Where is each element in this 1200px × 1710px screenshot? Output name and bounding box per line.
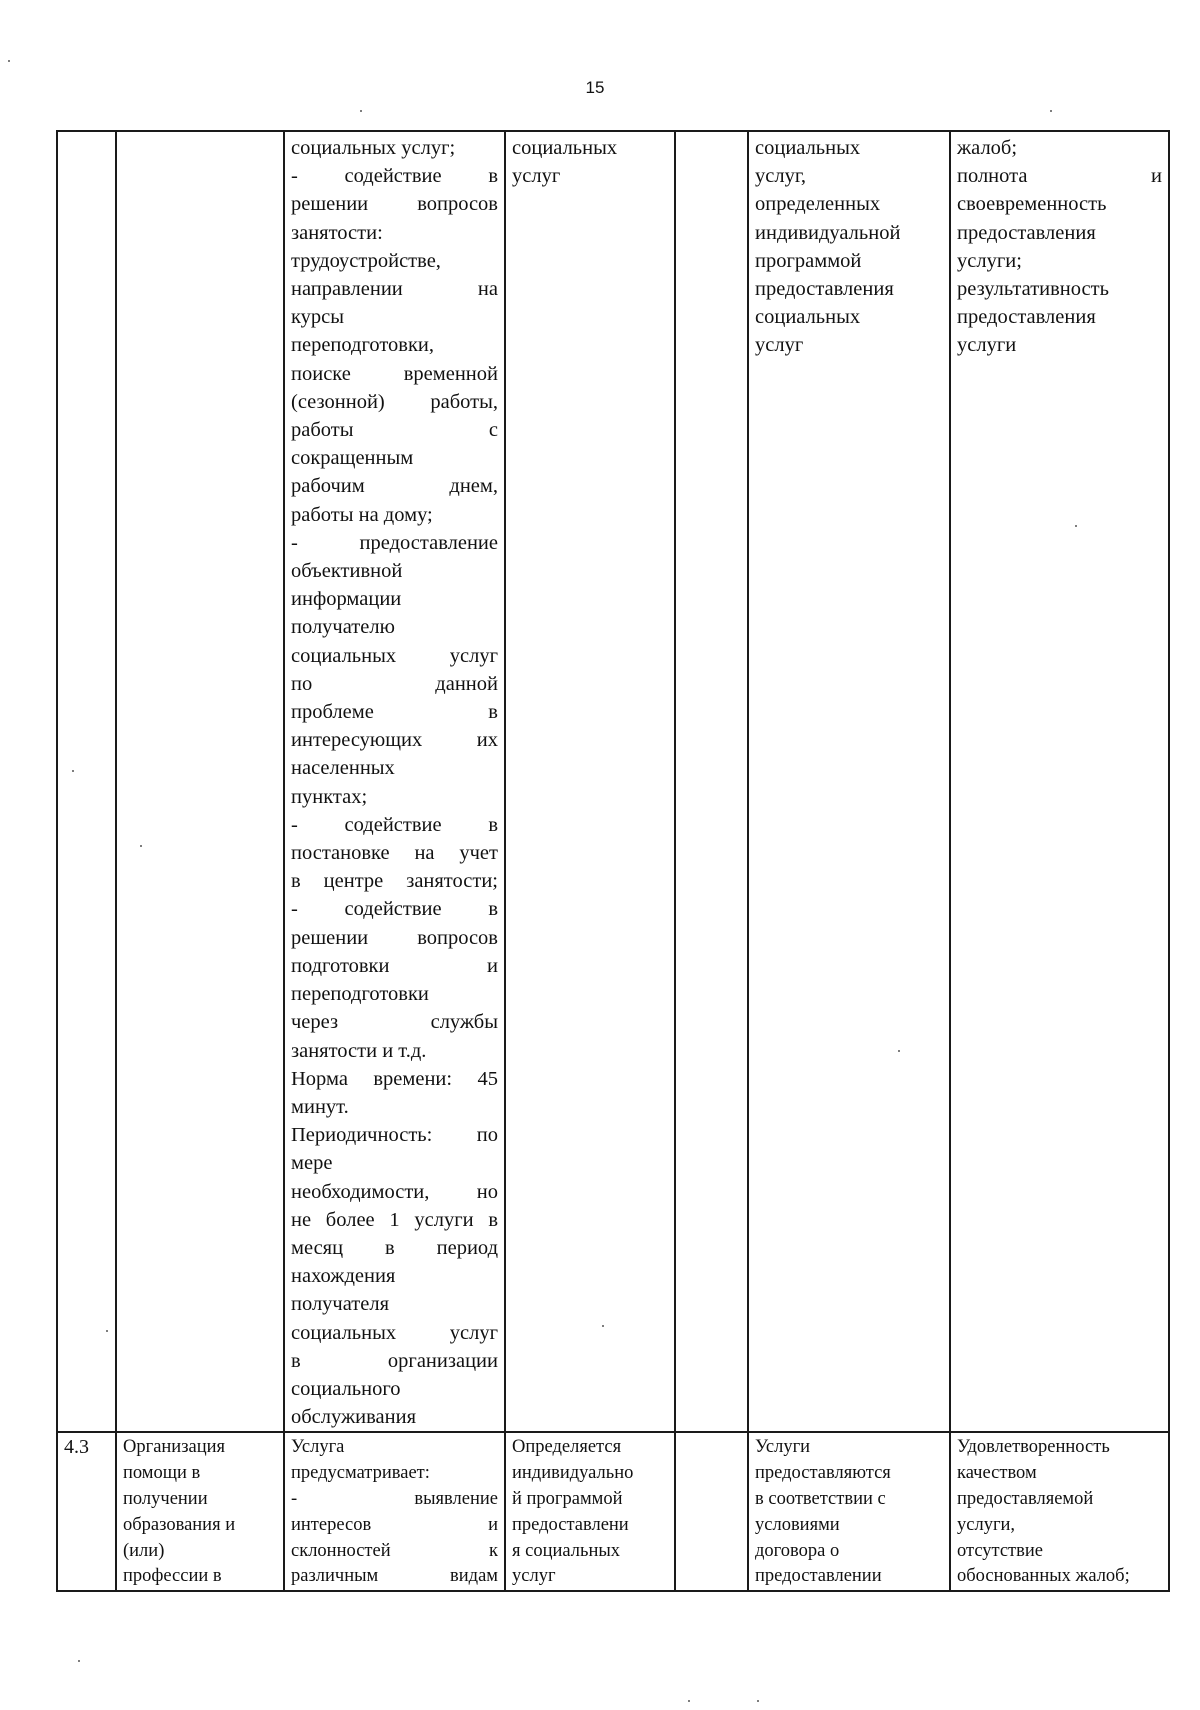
cell-line: услуги [957,334,1017,357]
cell-line: - содействие в [291,813,498,836]
cell-quality-indicators [950,1432,1169,1591]
scan-speck [1050,110,1052,112]
cell-line: необходимости, но [291,1180,498,1203]
cell-line: занятости: [291,221,383,244]
cell-line: й программой [512,1488,623,1509]
cell-line: занятости и т.д. [291,1039,427,1062]
cell-line: работы на дому; [291,503,433,526]
table-row [57,131,1169,1432]
cell-line: предусматривает: [291,1463,430,1484]
cell-line: переподготовки, [291,334,435,357]
cell-service-name [116,1432,284,1591]
cell-line: подготовки и [291,954,498,977]
cell-line: индивидуальной [755,221,901,244]
scan-speck [140,845,142,847]
scan-speck [1075,525,1077,527]
cell-line: в центре занятости; [291,870,498,893]
cell-line: Организация [123,1437,226,1458]
cell-line: качеством [957,1463,1037,1484]
cell-line: постановке на учет [291,842,498,865]
cell-line: предоставления [755,278,894,301]
cell-line: по данной [291,672,498,695]
cell-line: склонностей к [291,1540,498,1561]
cell-line: индивидуально [512,1463,634,1484]
cell-service-volume [505,1432,675,1591]
cell-service-conditions [748,131,950,1432]
cell-line: (сезонной) работы, [291,390,498,413]
cell-line: договора о [755,1540,840,1561]
cell-line: услуг [512,165,561,188]
cell-line: условиями [755,1514,840,1535]
scan-speck [688,1700,690,1702]
cell-line: социальных услуг [291,1321,498,1344]
cell-line: услуг [512,1566,556,1587]
cell-line: - предоставление [291,531,498,554]
cell-line: минут. [291,1095,349,1118]
scan-speck [898,1050,900,1052]
cell-number [57,131,116,1432]
cell-line: получателя [291,1293,390,1316]
cell-line: помощи в [123,1463,201,1484]
cell-line: - содействие в [291,165,498,188]
cell-line: решении вопросов [291,193,498,216]
cell-line: рабочим днем, [291,475,498,498]
cell-line: социальных [755,306,861,329]
scan-speck [602,1325,604,1327]
cell-line: отсутствие [957,1540,1043,1561]
cell-line: направлении на [291,278,498,301]
cell-line: различным видам [291,1566,498,1587]
scan-speck [360,110,362,112]
cell-line: услуги, [957,1514,1016,1535]
cell-line: услуги; [957,249,1022,272]
cell-empty [675,131,748,1432]
cell-line: работы с [291,419,498,442]
cell-line: Удовлетворенность [957,1437,1110,1458]
cell-line: определенных [755,193,881,216]
cell-line: сокращенным [291,447,414,470]
cell-line: получении [123,1488,208,1509]
cell-line: социальных [755,137,861,159]
cell-line: получателю [291,616,395,639]
cell-line: социальных [512,137,618,159]
scan-speck [106,1330,108,1332]
cell-number: 4.3 [57,1432,116,1591]
cell-empty [675,1432,748,1591]
cell-service-name [116,131,284,1432]
cell-line: профессии в [123,1566,222,1587]
cell-line: трудоустройстве, [291,249,441,272]
cell-line: социальных услуг [291,644,498,667]
cell-line: Периодичность: по [291,1124,498,1147]
cell-line: Норма времени: 45 [291,1067,498,1090]
table-row [57,1432,1169,1591]
cell-line: услуг, [755,165,807,188]
cell-line: Определяется [512,1437,622,1458]
cell-line: предоставлени [512,1514,629,1535]
scan-speck [8,60,10,62]
cell-line: в соответствии с [755,1488,886,1509]
cell-line: - выявление [291,1488,498,1509]
cell-line: Услуга [291,1437,345,1458]
cell-line: результативность [957,278,1109,301]
cell-line: через службы [291,1011,498,1034]
cell-line: переподготовки [291,983,429,1006]
cell-line: проблеме в [291,701,498,724]
cell-quality-indicators [950,131,1169,1432]
cell-line: нахождения [291,1265,396,1288]
cell-line: в организации [291,1349,498,1372]
cell-service-volume [505,131,675,1432]
cell-line: объективной [291,560,403,583]
cell-line: предоставления [957,221,1096,244]
scan-speck [72,770,74,772]
services-table [56,130,1170,1592]
cell-line: предоставляются [755,1463,891,1484]
scan-speck [757,1700,759,1702]
cell-line: населенных [291,757,395,780]
cell-line: своевременность [957,193,1107,216]
cell-line: я социальных [512,1540,621,1561]
scan-speck [78,1660,80,1662]
page-number: 15 [585,78,605,97]
cell-line: Услуги [755,1437,811,1458]
cell-line: жалоб; [957,137,1018,159]
cell-service-conditions [748,1432,950,1591]
cell-line: социальных услуг; [291,137,456,159]
cell-line: - содействие в [291,898,498,921]
cell-line: не более 1 услуги в [291,1208,498,1231]
cell-service-content [284,131,505,1432]
cell-line: полнота и [957,165,1162,188]
cell-line: интересов и [291,1514,498,1535]
cell-line: месяц в период [291,1236,498,1259]
cell-line: мере [291,1152,333,1175]
cell-line: курсы [291,306,345,329]
cell-line: информации [291,588,402,611]
cell-line: пунктах; [291,785,368,808]
cell-line: предоставлении [755,1566,882,1587]
cell-line: программой [755,249,862,272]
cell-service-content [284,1432,505,1591]
cell-line: поиске временной [291,362,498,385]
cell-line: услуг [755,334,804,357]
cell-line: образования и [123,1514,236,1535]
cell-line: предоставляемой [957,1488,1094,1509]
cell-line: (или) [123,1540,165,1561]
cell-line: обоснованных жалоб; [957,1566,1130,1587]
cell-line: решении вопросов [291,926,498,949]
cell-line: социального [291,1377,401,1400]
cell-line: обслуживания [291,1406,417,1429]
cell-line: предоставления [957,306,1096,329]
cell-line: интересующих их [291,729,498,752]
